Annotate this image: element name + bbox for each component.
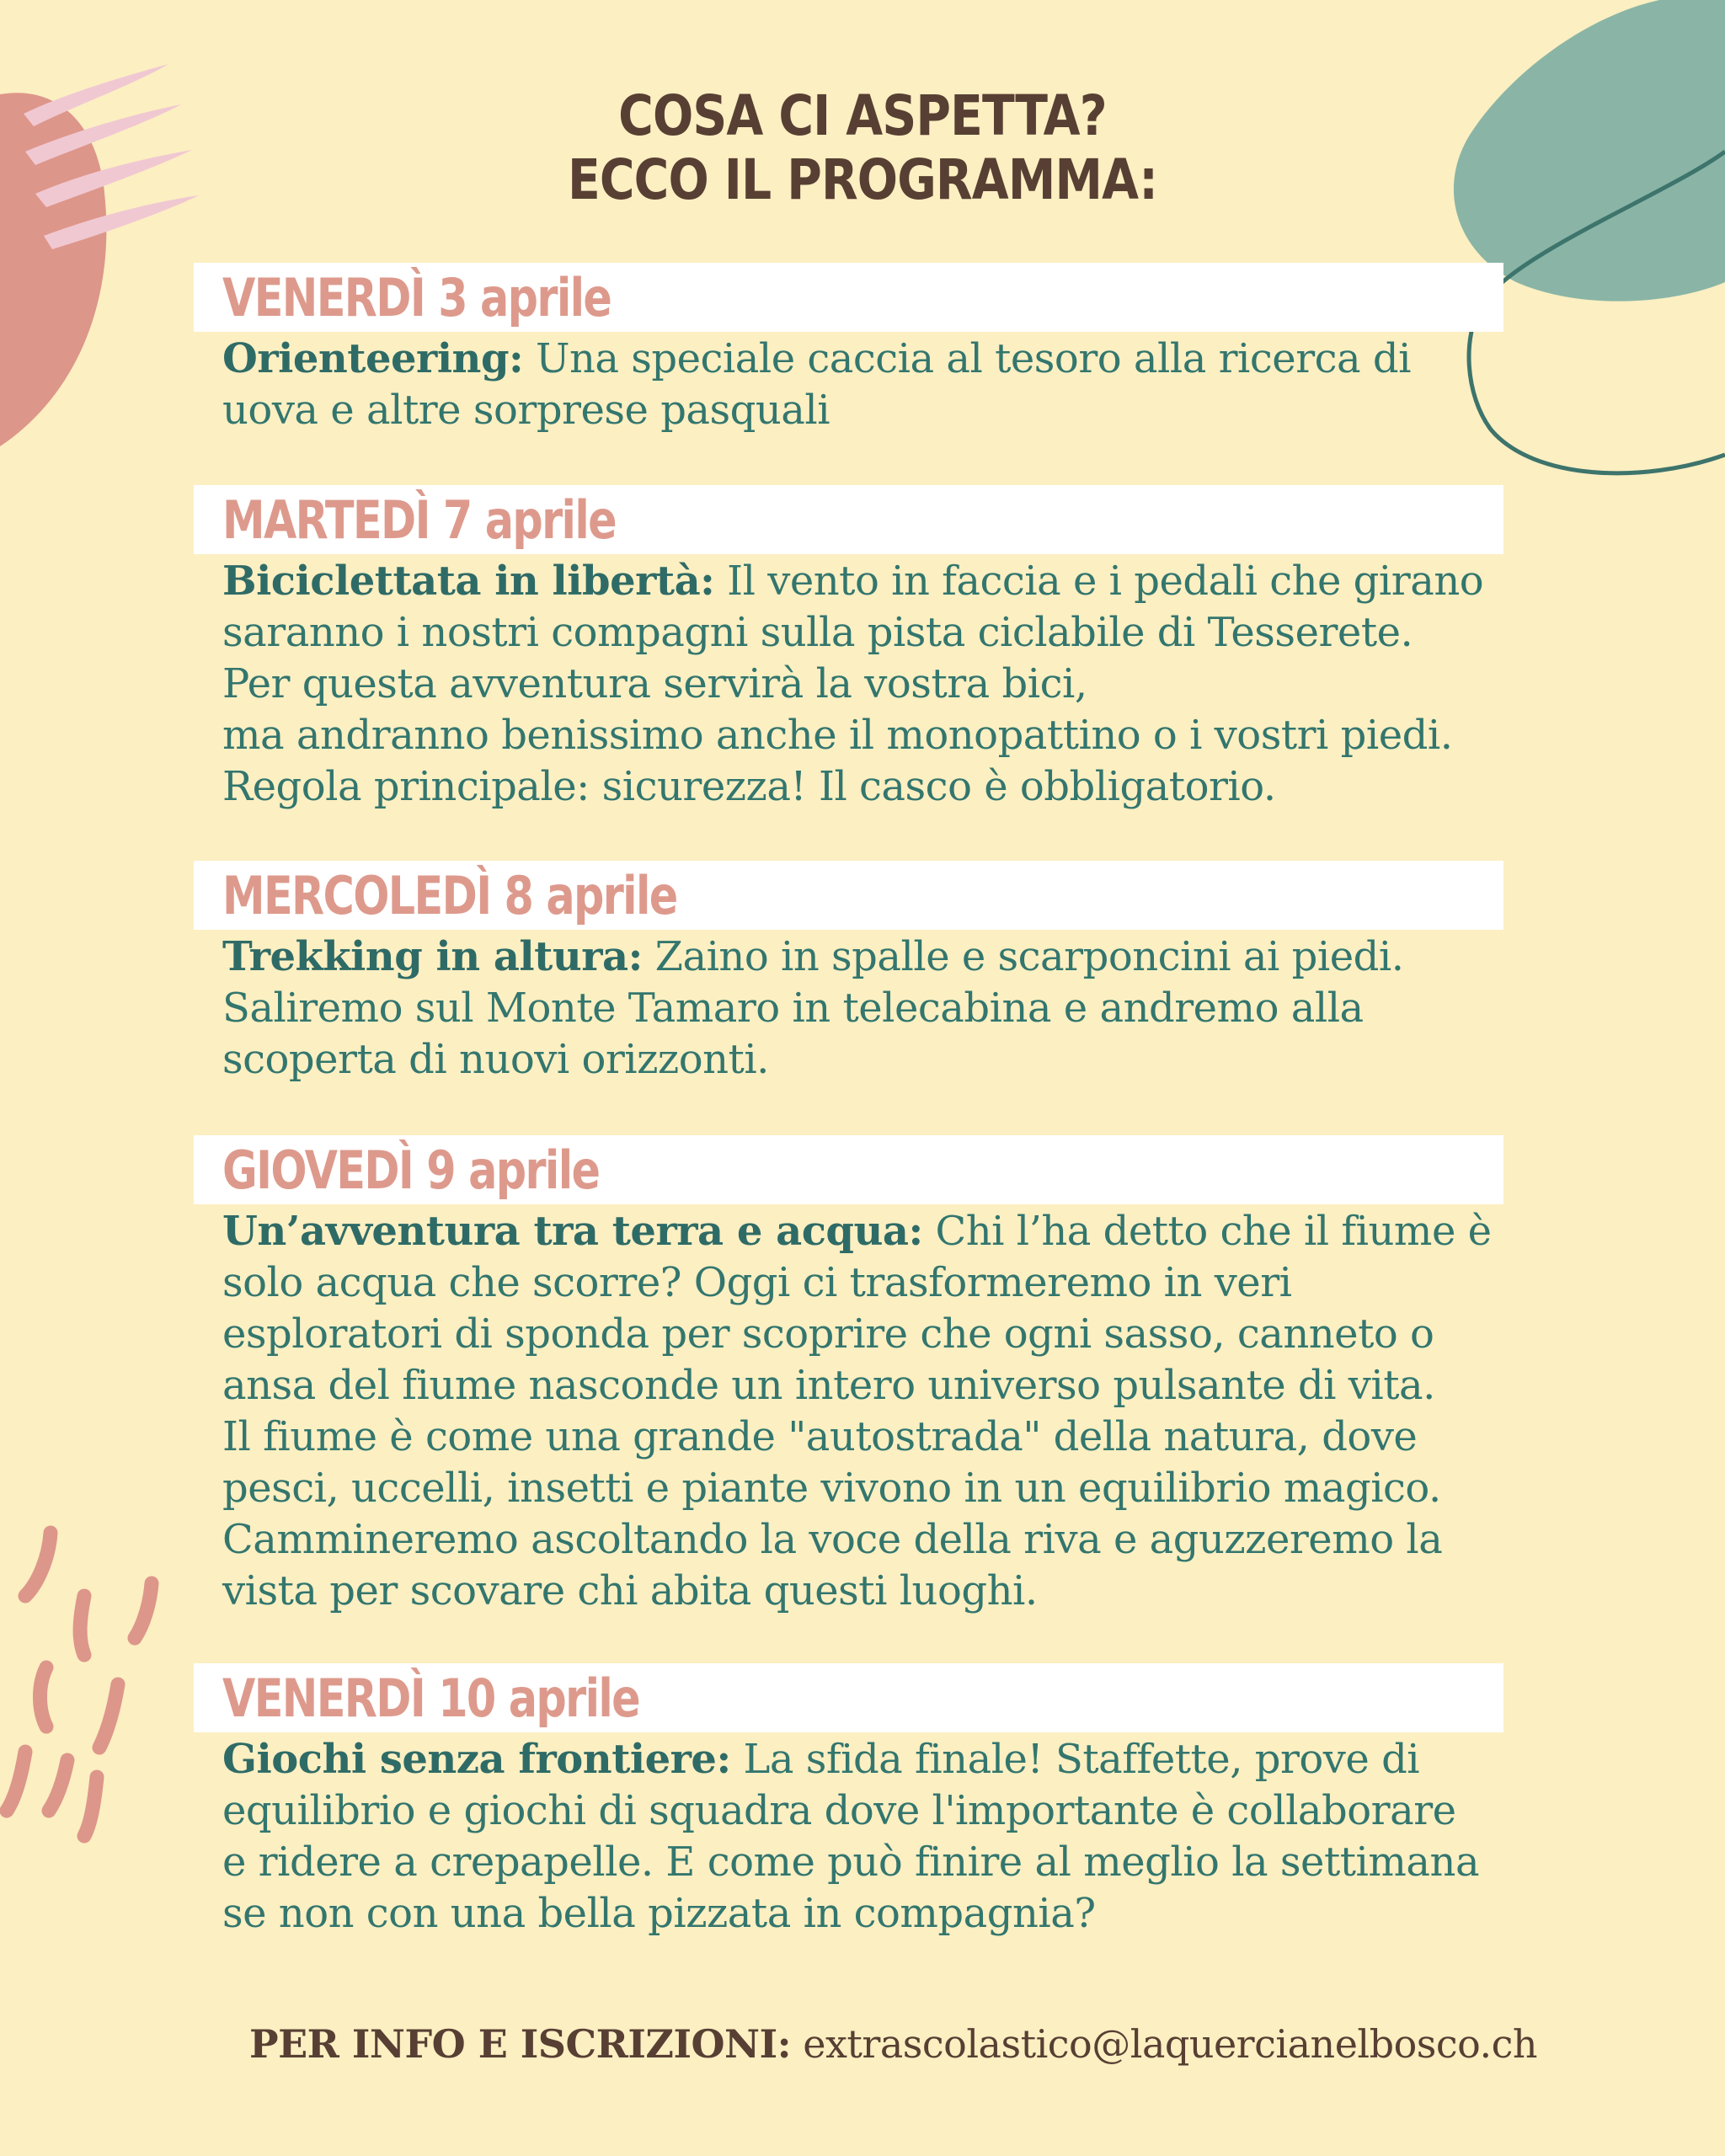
description-line: La sfida finale! Staffette, prove di: [730, 1736, 1420, 1783]
activity-name: Giochi senza frontiere:: [222, 1736, 731, 1783]
day-heading: MARTEDÌ 7 aprile: [222, 488, 616, 551]
day-heading-bar: [194, 1663, 1503, 1732]
description-line: Chi l’ha detto che il fiume è: [922, 1208, 1492, 1255]
description-line: ma andranno benissimo anche il monopattino o i vostri piedi.: [222, 712, 1453, 759]
day-section-3: [194, 861, 1503, 1086]
description-line: uova e altre sorprese pasquali: [222, 387, 830, 434]
description-line: ansa del fiume nasconde un intero universo pulsante di vita.: [222, 1362, 1435, 1409]
activity-name: Trekking in altura:: [222, 933, 643, 980]
description-line: pesci, uccelli, insetti e piante vivono in un equilibrio magico.: [222, 1465, 1441, 1512]
day-heading: GIOVEDÌ 9 aprile: [222, 1139, 600, 1201]
activity-name: Orienteering:: [222, 335, 524, 382]
day-description: [222, 334, 1536, 436]
day-section-4: [194, 1135, 1503, 1617]
contact-footer: [249, 2021, 1537, 2067]
day-heading-bar: [194, 861, 1503, 930]
day-heading: VENERDÌ 10 aprile: [222, 1667, 639, 1729]
day-section-2: [194, 485, 1503, 813]
activity-name: Un’avventura tra terra e acqua:: [222, 1208, 923, 1255]
description-line: esploratori di sponda per scoprire che ogni sasso, canneto o: [222, 1310, 1434, 1358]
day-heading-bar: [194, 263, 1503, 332]
day-description: [222, 556, 1536, 813]
day-heading-bar: [194, 1135, 1503, 1204]
description-line: scoperta di nuovi orizzonti.: [222, 1036, 769, 1083]
title-line-2: ECCO IL PROGRAMMA:: [567, 147, 1158, 212]
day-heading: VENERDÌ 3 aprile: [222, 266, 611, 328]
activity-name: Biciclettata in libertà:: [222, 558, 715, 605]
description-line: e ridere a crepapelle. E come può finire al meglio la settimana: [222, 1838, 1480, 1886]
day-section-1: [194, 263, 1503, 436]
description-line: saranno i nostri compagni sulla pista ciclabile di Tesserete.: [222, 609, 1413, 656]
page-title: [0, 84, 1725, 212]
description-line: Zaino in spalle e scarponcini ai piedi.: [642, 933, 1404, 980]
day-description: [222, 931, 1536, 1086]
day-description: [222, 1734, 1536, 1940]
description-line: Cammineremo ascoltando la voce della riva e aguzzeremo la: [222, 1516, 1443, 1563]
description-line: Il vento in faccia e i pedali che girano: [714, 558, 1484, 605]
contact-email[interactable]: extrascolastico@laquercianelbosco.ch: [791, 2021, 1538, 2067]
day-section-5: [194, 1663, 1503, 1940]
title-line-1: COSA CI ASPETTA?: [618, 83, 1107, 148]
day-heading: MERCOLEDÌ 8 aprile: [222, 864, 677, 926]
description-line: solo acqua che scorre? Oggi ci trasformeremo in veri: [222, 1259, 1292, 1306]
pink-dash-marks: [7, 1533, 152, 1836]
description-line: vista per scovare chi abita questi luoghi.: [222, 1567, 1038, 1614]
description-line: equilibrio e giochi di squadra dove l'importante è collaborare: [222, 1787, 1456, 1834]
contact-label: PER INFO E ISCRIZIONI:: [249, 2021, 792, 2067]
description-line: Per questa avventura servirà la vostra bici,: [222, 660, 1087, 707]
description-line: Regola principale: sicurezza! Il casco è obbligatorio.: [222, 763, 1276, 810]
day-description: [222, 1206, 1536, 1617]
description-line: Il fiume è come una grande "autostrada" della natura, dove: [222, 1413, 1418, 1460]
description-line: Saliremo sul Monte Tamaro in telecabina e andremo alla: [222, 985, 1364, 1032]
day-heading-bar: [194, 485, 1503, 554]
description-line: Una speciale caccia al tesoro alla ricerca di: [523, 335, 1411, 382]
description-line: se non con una bella pizzata in compagnia?: [222, 1890, 1096, 1937]
